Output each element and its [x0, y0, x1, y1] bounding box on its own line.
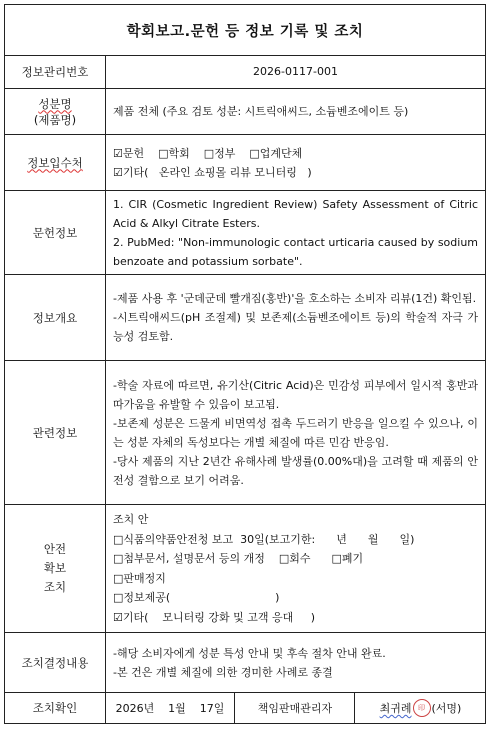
label-safety-line2: 확보	[43, 561, 67, 575]
confirmation-role-text: 책임판매관리자	[257, 702, 333, 715]
value-management-number[interactable]	[106, 55, 485, 88]
signature-label: (서명)	[431, 702, 462, 715]
value-literature[interactable]	[106, 191, 485, 274]
related-item: -학술 자료에 따르면, 유기산(Citric Acid)은 민감성 피부에서 일시적 홍반과 따가움을 유발할 수 있음이 보고됨.	[113, 378, 478, 411]
safety-option-info-provision[interactable]: □정보제공( )	[113, 591, 280, 604]
label-confirmation: 조치확인	[5, 693, 106, 723]
label-source-text: 정보입수처	[27, 155, 83, 170]
literature-item: 1. CIR (Cosmetic Ingredient Review) Safety Assessment of Citric Acid & Alkyl Citrate Esters.	[113, 197, 478, 230]
label-product-line2: (제품명)	[33, 112, 77, 127]
label-source	[5, 135, 106, 190]
row-related	[5, 361, 485, 505]
signer-name: 최귀례	[379, 702, 412, 715]
safety-option-sales-stop[interactable]: □판매정지	[113, 571, 166, 585]
label-safety-line1: 안전	[43, 542, 67, 556]
safety-option-report[interactable]: □식품의약품안전청 보고 30일(보고기한: 년 월 일)	[113, 532, 415, 546]
label-literature: 문헌정보	[5, 191, 106, 274]
related-item: -보존제 성분은 드물게 비면역성 접촉 두드러기 반응을 일으킬 수 있으나, 이는 성분 자체의 독성보다는 개별 체질에 따른 민감 반응임.	[113, 416, 478, 449]
row-source	[5, 135, 485, 191]
value-safety-measures[interactable]	[106, 505, 485, 632]
value-overview[interactable]	[106, 275, 485, 360]
literature-item: 2. PubMed: "Non-immunologic contact urticaria caused by sodium benzoate and potassium sorbate".	[113, 235, 478, 268]
seal-stamp-icon: 印	[413, 699, 431, 717]
source-checkbox-line1[interactable]: ☑문헌 □학회 □정부 □업계단체	[113, 146, 303, 160]
overview-item: -시트릭애씨드(pH 조절제) 및 보존제(소듐벤조에이트 등)의 학술적 자극 가능성 검토함.	[113, 311, 478, 343]
value-product[interactable]	[106, 89, 485, 134]
row-literature	[5, 191, 485, 275]
confirmation-role	[234, 693, 355, 723]
decision-item: -해당 소비자에게 성분 특성 안내 및 후속 절차 안내 완료.	[113, 646, 386, 660]
management-number-text: 2026-0117-001	[253, 65, 338, 78]
row-product	[5, 89, 485, 135]
product-text: 제품 전체 (주요 검토 성분: 시트릭애씨드, 소듐벤조에이트 등)	[113, 105, 409, 118]
decision-item: -본 건은 개별 체질에 의한 경미한 사례로 종결	[113, 665, 333, 679]
row-decision	[5, 633, 485, 693]
safety-plan-heading: 조치 안	[113, 513, 149, 526]
overview-item: -제품 사용 후 '군데군데 빨개짐(홍반)'을 호소하는 소비자 리뷰(1건) 확인됨.	[113, 292, 477, 305]
confirmation-date[interactable]	[106, 693, 234, 723]
value-decision[interactable]	[106, 633, 485, 692]
safety-option-revision[interactable]: □첨부문서, 설명문서 등의 개정 □회수 □폐기	[113, 552, 364, 565]
row-management-number	[5, 55, 485, 89]
label-product-line1: 성분명	[38, 96, 72, 111]
related-item: -당사 제품의 지난 2년간 유해사례 발생률(0.00%대)을 고려할 때 제품의 안전성 결함으로 보기 어려움.	[113, 454, 478, 487]
value-source[interactable]	[106, 135, 485, 190]
label-safety-line3: 조치	[43, 580, 67, 594]
row-overview	[5, 275, 485, 361]
label-safety-measures	[5, 505, 106, 632]
label-related: 관련정보	[5, 361, 106, 504]
row-confirmation	[5, 693, 485, 723]
form-frame	[4, 4, 486, 724]
label-management-number: 정보관리번호	[5, 55, 106, 88]
safety-option-other[interactable]: ☑기타( 모니터링 강화 및 고객 응대 )	[113, 610, 316, 624]
form-title: 학회보고.문헌 등 정보 기록 및 조치	[5, 5, 485, 56]
label-overview: 정보개요	[5, 275, 106, 360]
confirmation-date-text: 2026년 1월 17일	[115, 702, 225, 715]
label-decision: 조치결정내용	[5, 633, 106, 692]
source-checkbox-line2[interactable]: ☑기타( 온라인 쇼핑몰 리뷰 모니터링 )	[113, 165, 312, 179]
label-product	[5, 89, 106, 134]
value-related[interactable]	[106, 361, 485, 504]
row-safety-measures	[5, 505, 485, 633]
confirmation-signature[interactable]	[354, 693, 486, 723]
